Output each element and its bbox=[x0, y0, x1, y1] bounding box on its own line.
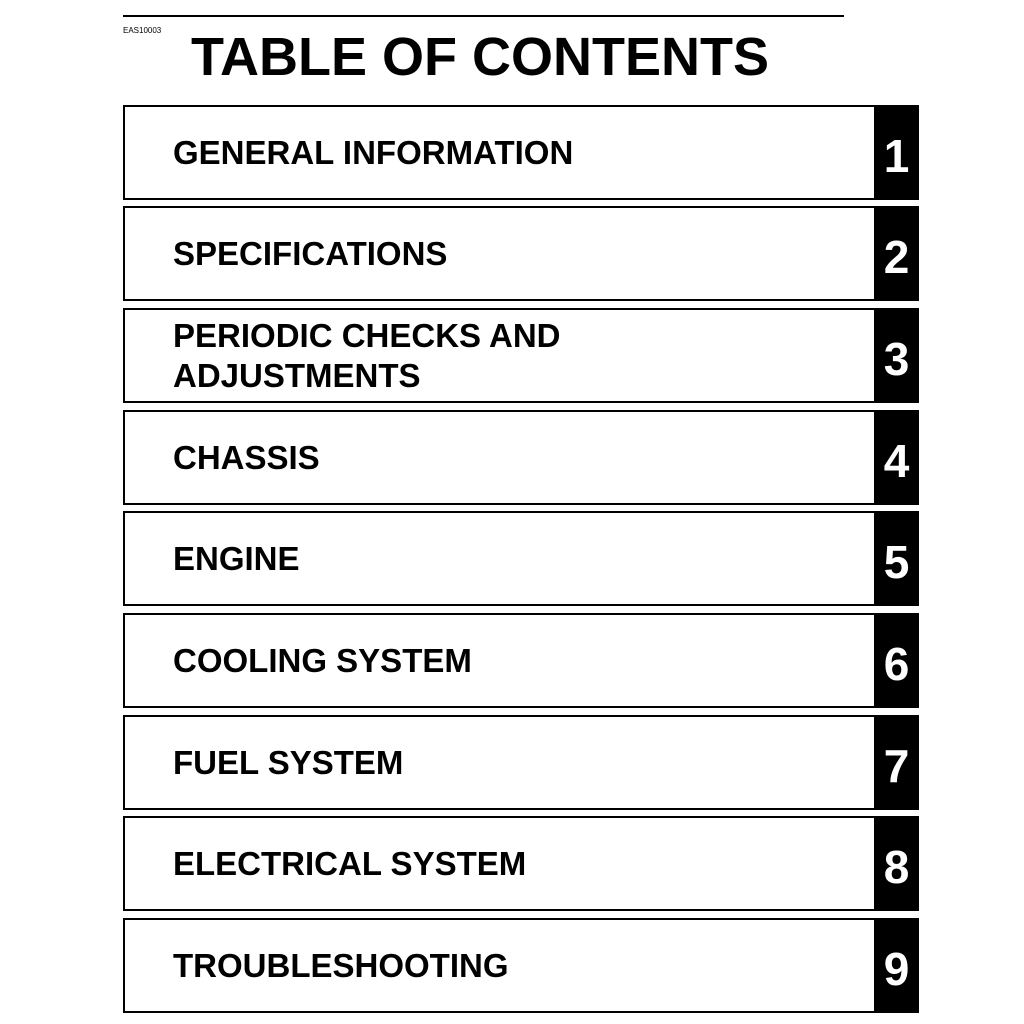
toc-entry-label: GENERAL INFORMATION bbox=[173, 133, 574, 171]
toc-entry-box bbox=[123, 206, 877, 301]
top-rule bbox=[123, 15, 844, 17]
toc-entry-box bbox=[123, 410, 877, 505]
chapter-number: 7 bbox=[883, 739, 910, 792]
chapter-tab[interactable] bbox=[874, 410, 919, 505]
toc-entry-engine[interactable] bbox=[123, 511, 919, 606]
toc-entry-electrical-system[interactable] bbox=[123, 816, 919, 911]
chapter-tab[interactable] bbox=[874, 918, 919, 1013]
chapter-number: 9 bbox=[883, 942, 910, 995]
toc-entry-label: SPECIFICATIONS bbox=[173, 234, 448, 272]
chapter-tab[interactable] bbox=[874, 308, 919, 403]
chapter-number: 1 bbox=[883, 129, 910, 182]
chapter-tab[interactable] bbox=[874, 816, 919, 911]
page-title: TABLE OF CONTENTS bbox=[191, 27, 769, 87]
toc-entry-label: CHASSIS bbox=[173, 438, 320, 476]
document-code: EAS10003 bbox=[123, 26, 162, 35]
chapter-number: 4 bbox=[883, 434, 910, 487]
toc-entry-label: COOLING SYSTEM bbox=[173, 641, 472, 679]
chapter-number: 5 bbox=[883, 535, 910, 588]
toc-entry-box bbox=[123, 918, 877, 1013]
chapter-number: 8 bbox=[883, 840, 910, 893]
toc-entry-periodic-checks-and-adjustments[interactable] bbox=[123, 308, 919, 403]
toc-entry-box bbox=[123, 816, 877, 911]
toc-entry-troubleshooting[interactable] bbox=[123, 918, 919, 1013]
toc-entry-cooling-system[interactable] bbox=[123, 613, 919, 708]
toc-entry-box bbox=[123, 105, 877, 200]
toc-entry-chassis[interactable] bbox=[123, 410, 919, 505]
toc-entry-specifications[interactable] bbox=[123, 206, 919, 301]
toc-entry-label: FUEL SYSTEM bbox=[173, 743, 404, 781]
toc-entry-label: PERIODIC CHECKS AND ADJUSTMENTS bbox=[173, 316, 561, 394]
chapter-tab[interactable] bbox=[874, 613, 919, 708]
toc-list bbox=[123, 105, 919, 1015]
toc-entry-fuel-system[interactable] bbox=[123, 715, 919, 810]
chapter-number: 2 bbox=[883, 230, 910, 283]
chapter-tab[interactable] bbox=[874, 715, 919, 810]
toc-entry-label: ELECTRICAL SYSTEM bbox=[173, 844, 527, 882]
toc-entry-box bbox=[123, 715, 877, 810]
toc-entry-box bbox=[123, 511, 877, 606]
toc-entry-box bbox=[123, 613, 877, 708]
chapter-tab[interactable] bbox=[874, 511, 919, 606]
chapter-tab[interactable] bbox=[874, 206, 919, 301]
toc-entry-label: TROUBLESHOOTING bbox=[173, 946, 509, 984]
toc-entry-general-information[interactable] bbox=[123, 105, 919, 200]
toc-entry-label: ENGINE bbox=[173, 539, 300, 577]
chapter-number: 3 bbox=[883, 332, 910, 385]
toc-entry-box bbox=[123, 308, 877, 403]
chapter-tab[interactable] bbox=[874, 105, 919, 200]
chapter-number: 6 bbox=[883, 637, 910, 690]
